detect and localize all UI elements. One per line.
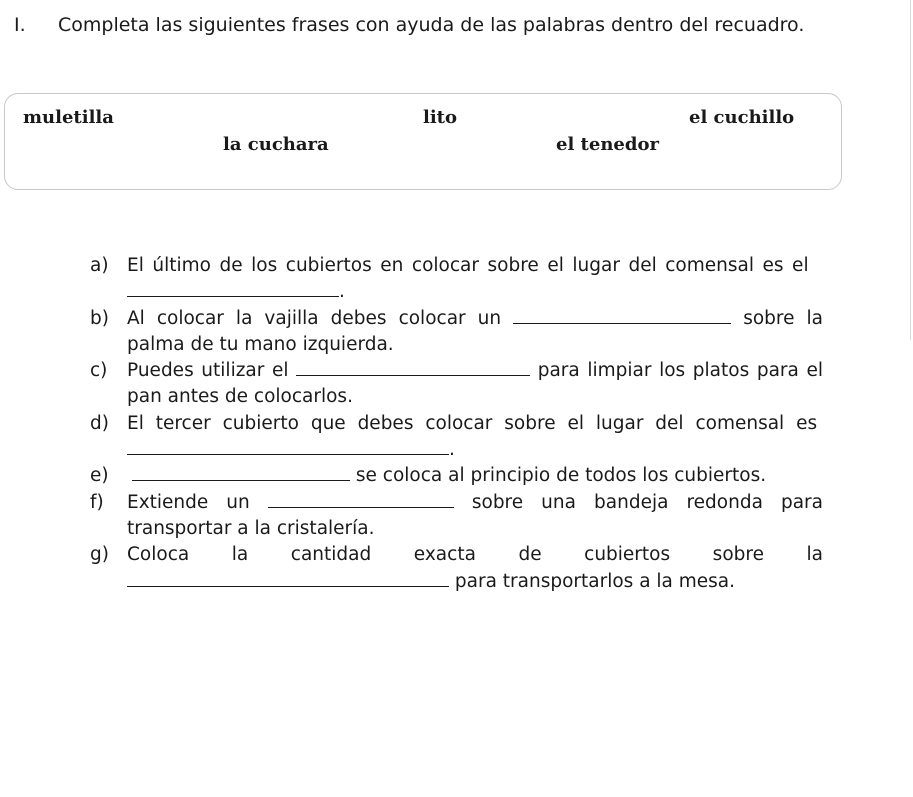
word-muletilla: muletilla [23,107,114,128]
question-text-end: . [449,439,455,461]
answer-blank[interactable] [127,438,449,455]
question-text: Coloca la cantidad exacta de cubiertos sobre la [127,544,823,566]
answer-blank[interactable] [268,491,454,508]
answer-blank[interactable] [296,359,530,376]
question-e [90,463,823,489]
question-g [90,542,823,595]
word-lito: lito [423,107,457,128]
question-b [90,306,823,359]
word-bank-box [4,93,842,190]
answer-blank[interactable] [127,280,339,297]
question-label: d) [90,412,109,434]
question-body [127,306,823,359]
question-text-end: sobre la palma de tu mano izquierda. [127,307,824,355]
question-label: a) [90,255,109,276]
question-text-end: para limpiar los platos para el pan antes de colocarlos. [127,360,823,408]
word-el-cuchillo: el cuchillo [689,107,795,128]
word-el-tenedor: el tenedor [556,134,659,155]
answer-blank[interactable] [127,570,449,587]
question-c [90,358,823,411]
question-body [127,490,823,543]
section-instruction: Completa las siguientes frases con ayuda de las palabras dentro del recuadro. [58,14,805,36]
question-a [90,253,823,306]
question-text-end: sobre una bandeja redonda para transportar a la cristalería. [127,491,823,539]
question-label: b) [90,307,109,329]
answer-blank[interactable] [513,307,731,324]
question-label: e) [90,465,109,487]
question-body [127,411,823,464]
question-text-end: . [339,281,345,303]
answer-blank[interactable] [132,464,350,481]
question-f [90,490,823,543]
question-text: Puedes utilizar el [127,360,289,382]
question-body [127,358,823,411]
question-body [127,542,823,595]
question-body [127,253,823,306]
question-text-end: se coloca al principio de todos los cubiertos. [355,465,767,487]
question-text: El último de los cubiertos en colocar sobre el lugar del comensal es el [127,255,809,276]
question-label: c) [90,360,108,382]
question-d [90,411,823,464]
question-text: El tercer cubierto que debes colocar sobre el lugar del comensal es [127,412,818,434]
question-label: f) [90,491,104,513]
section-number: I. [14,14,26,36]
question-body [127,463,823,489]
page-edge-divider [910,0,911,340]
question-text: Extiende un [127,491,250,513]
question-list [90,253,823,595]
word-la-cuchara: la cuchara [223,134,329,155]
section-heading [14,12,814,38]
question-text: Al colocar la vajilla debes colocar un [127,307,502,329]
question-text-end: para transportarlos a la mesa. [454,570,736,592]
question-label: g) [90,544,109,566]
